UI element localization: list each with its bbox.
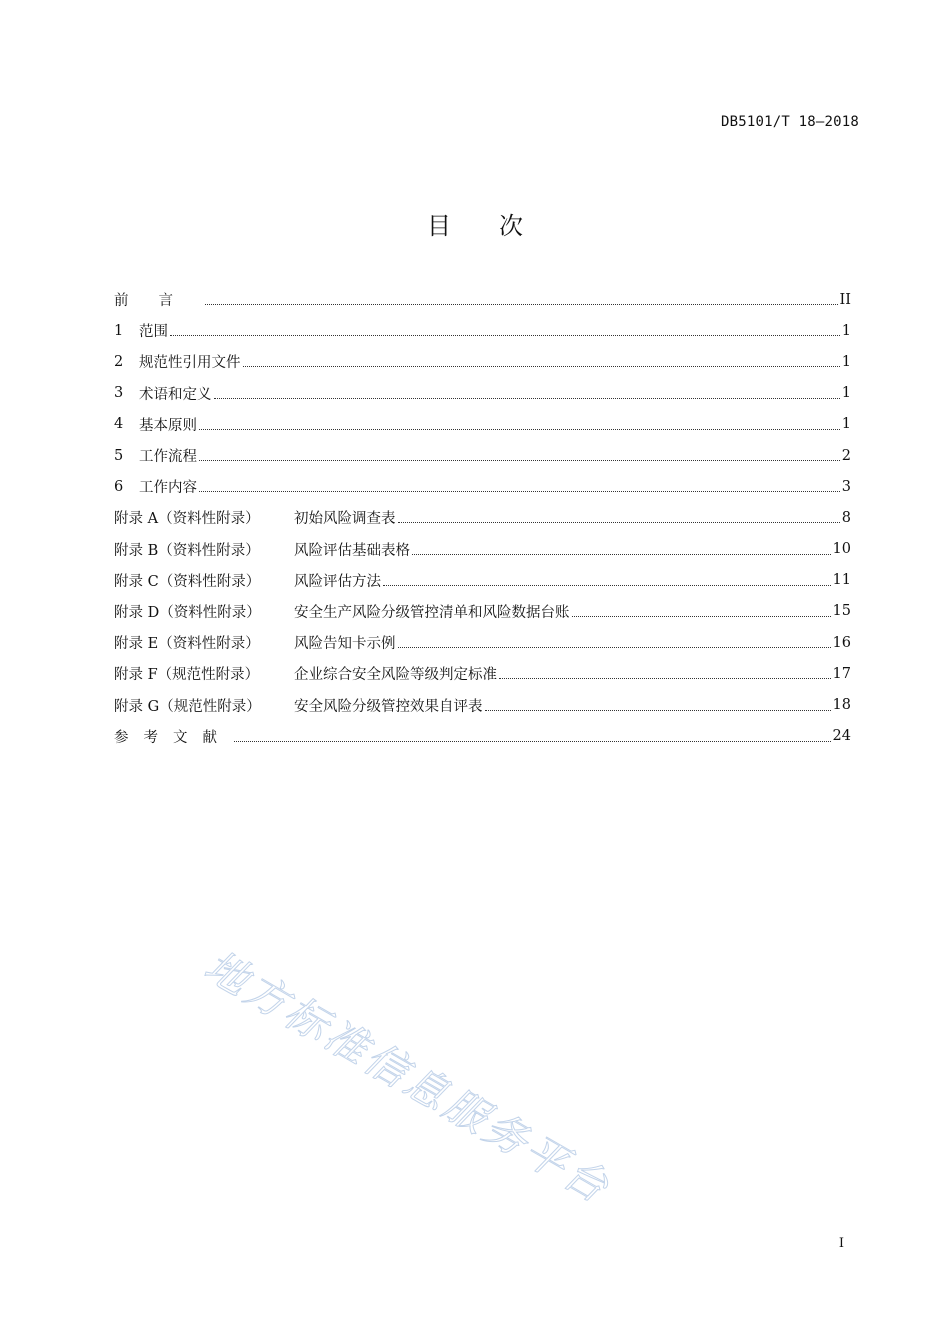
toc-entry-label: 风险告知卡示例 [294, 636, 396, 653]
toc-entry-appendix-label: 附录 F（规范性附录） [114, 667, 260, 684]
page-number: I [838, 1236, 844, 1251]
toc-entry-bibliography[interactable] [114, 721, 851, 752]
toc-entry-appendix-d[interactable] [114, 596, 851, 627]
toc-entry-basic-principles[interactable] [114, 409, 851, 440]
toc-entry-number: 4 [114, 416, 124, 433]
toc-entry-page: 24 [832, 728, 851, 745]
toc-entry-appendix-c[interactable] [114, 565, 851, 596]
toc-entry-work-content[interactable] [114, 471, 851, 502]
toc-entry-page: II [839, 291, 851, 308]
toc-entry-label: 基本原则 [139, 417, 197, 434]
toc-entry-label: 范围 [139, 324, 168, 341]
dot-leader [199, 460, 840, 461]
toc-entry-label: 初始风险调查表 [294, 511, 396, 528]
dot-leader [398, 647, 831, 648]
toc-entry-page: 3 [841, 478, 851, 495]
dot-leader [383, 585, 831, 586]
toc-entry-appendix-f[interactable] [114, 658, 851, 689]
dot-leader [412, 554, 831, 555]
toc-entry-appendix-label: 附录 A（资料性附录） [114, 511, 260, 528]
toc-entry-page: 1 [841, 353, 851, 370]
dot-leader [485, 710, 831, 711]
toc-entry-appendix-label: 附录 G（规范性附录） [114, 698, 261, 715]
toc-entry-label: 规范性引用文件 [139, 355, 241, 372]
toc-entry-label: 术语和定义 [139, 386, 212, 403]
toc-entry-page: 15 [832, 603, 851, 620]
toc-entry-label: 参考文献 [114, 729, 232, 746]
toc-entry-label: 工作内容 [139, 480, 197, 497]
toc-entry-number: 6 [114, 478, 124, 495]
watermark: 地方标准信息服务平台 [196, 940, 620, 1214]
toc-entry-number: 1 [114, 322, 124, 339]
page-title: 目次 [427, 212, 571, 240]
document-code: DB5101/T 18—2018 [720, 114, 859, 130]
toc-entry-page: 2 [841, 447, 851, 464]
dot-leader [205, 304, 838, 305]
toc-entry-page: 18 [832, 697, 851, 714]
toc-entry-number: 3 [114, 385, 124, 402]
dot-leader [170, 335, 840, 336]
dot-leader [199, 491, 840, 492]
toc-entry-appendix-a[interactable] [114, 502, 851, 533]
toc-entry-page: 1 [841, 322, 851, 339]
toc-entry-label: 安全风险分级管控效果自评表 [294, 698, 483, 715]
toc-entry-scope[interactable] [114, 315, 851, 346]
dot-leader [214, 398, 840, 399]
toc-entry-number: 2 [114, 353, 124, 370]
toc-entry-page: 1 [841, 385, 851, 402]
toc-entry-appendix-b[interactable] [114, 534, 851, 565]
toc-entry-appendix-label: 附录 E（资料性附录） [114, 636, 260, 653]
toc-entry-label: 企业综合安全风险等级判定标准 [294, 667, 497, 684]
toc-entry-terms-definitions[interactable] [114, 378, 851, 409]
table-of-contents [114, 284, 851, 752]
dot-leader [234, 741, 831, 742]
dot-leader [199, 429, 840, 430]
toc-entry-label: 前言 [114, 293, 203, 310]
dot-leader [243, 366, 840, 367]
toc-entry-normative-references[interactable] [114, 346, 851, 377]
toc-entry-page: 16 [832, 634, 851, 651]
toc-entry-appendix-label: 附录 B（资料性附录） [114, 542, 260, 559]
toc-entry-page: 17 [832, 665, 851, 682]
toc-entry-appendix-g[interactable] [114, 689, 851, 720]
toc-entry-page: 11 [832, 572, 851, 589]
toc-entry-label: 风险评估方法 [294, 573, 381, 590]
toc-entry-label: 工作流程 [139, 449, 197, 466]
toc-entry-appendix-label: 附录 D（资料性附录） [114, 604, 261, 621]
toc-entry-page: 10 [832, 541, 851, 558]
dot-leader [572, 616, 831, 617]
toc-entry-appendix-label: 附录 C（资料性附录） [114, 573, 261, 590]
toc-entry-number: 5 [114, 447, 124, 464]
toc-entry-page: 8 [841, 509, 851, 526]
toc-entry-appendix-e[interactable] [114, 627, 851, 658]
toc-entry-foreword[interactable] [114, 284, 851, 315]
dot-leader [499, 678, 831, 679]
toc-entry-workflow[interactable] [114, 440, 851, 471]
toc-entry-label: 风险评估基础表格 [294, 542, 410, 559]
toc-entry-page: 1 [841, 416, 851, 433]
toc-entry-label: 安全生产风险分级管控清单和风险数据台账 [294, 604, 570, 621]
dot-leader [398, 522, 840, 523]
